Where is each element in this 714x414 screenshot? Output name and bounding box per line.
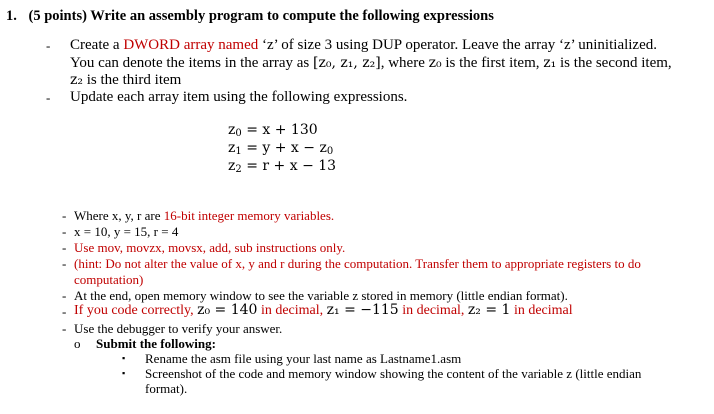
math: z₀ (428, 55, 442, 71)
text: Where x, y, r are (74, 208, 164, 223)
text-highlight: in decimal, (398, 303, 468, 318)
math: z₀ = 140 (197, 302, 258, 318)
square-bullet-marker: ▪ (122, 368, 126, 378)
eq-lhs: z (228, 158, 236, 174)
square-bullet-marker: ▪ (122, 353, 126, 363)
text: Create a (70, 37, 124, 53)
text: is the first item, (441, 55, 544, 71)
text-highlight: in decimal, (257, 303, 327, 318)
eq-rhs: = r + x − 13 (241, 158, 337, 174)
text: You can denote the items in the array as (70, 55, 313, 71)
submit-item-2-line-2: format). (145, 381, 188, 396)
question-title-text: (5 points) Write an assembly program to compute the following expressions (28, 8, 494, 24)
math: [z₀, z₁, z₂] (313, 55, 381, 71)
submit-item-1: Rename the asm file using your last name as Lastname1.asm (145, 351, 462, 366)
question-number: 1. (6, 8, 17, 24)
submit-heading: Submit the following: (96, 336, 216, 351)
eq-rhs: = y + x − z (241, 140, 327, 156)
eq-lhs: z (228, 122, 236, 138)
variables-line (74, 208, 334, 224)
text: ‘z’ of size 3 using DUP operator. Leave the array ‘z’ uninitialized. (258, 37, 657, 53)
bullet-marker: - (46, 90, 51, 105)
instruction-line-4: Update each array item using the following expressions. (70, 89, 408, 105)
memory-window-line: At the end, open memory window to see the variable z stored in memory (little endian format). (74, 288, 568, 303)
bullet-marker: - (62, 208, 67, 223)
equation-z0 (228, 122, 318, 139)
instructions-line: Use mov, movzx, movsx, add, sub instructions only. (74, 240, 346, 255)
eq-rhs: = x + 130 (241, 122, 318, 138)
text-highlight: DWORD array named (123, 37, 259, 53)
text-highlight: If you code correctly, (74, 303, 198, 318)
math: z₂ (70, 72, 83, 88)
hint-line-1: (hint: Do not alter the value of x, y and r during the computation. Transfer them to appropriate registers to do (74, 256, 641, 271)
text: is the third item (83, 72, 182, 88)
expected-values-line (74, 302, 573, 319)
text: is the second item, (556, 55, 672, 71)
sub-bullet-marker: o (74, 336, 81, 351)
text: , where (380, 55, 429, 71)
bullet-marker: - (62, 240, 67, 255)
eq-sub: 2 (235, 164, 242, 175)
submit-item-2-line-1: Screenshot of the code and memory window showing the content of the variable z (little endian (145, 366, 642, 381)
bullet-marker: - (46, 38, 51, 53)
eq-sub: 1 (235, 146, 242, 157)
hint-line-2: computation) (74, 272, 144, 287)
instruction-line-3 (70, 72, 181, 89)
values-line: x = 10, y = 15, r = 4 (74, 224, 179, 239)
question-title (6, 8, 494, 25)
math: z₁ = −115 (326, 302, 399, 318)
bullet-marker: - (62, 256, 67, 271)
text-highlight: 16-bit integer memory variables. (163, 208, 335, 223)
bullet-marker: - (62, 224, 67, 239)
text-highlight: in decimal (510, 303, 573, 318)
math: z₁ (543, 55, 557, 71)
math: z₂ = 1 (467, 302, 511, 318)
equation-z1 (228, 140, 333, 157)
bullet-marker: - (62, 288, 67, 303)
eq-lhs: z (228, 140, 236, 156)
debugger-line: Use the debugger to verify your answer. (74, 321, 283, 336)
eq-sub: 0 (326, 146, 334, 157)
eq-sub: 0 (235, 128, 242, 139)
bullet-marker: - (62, 321, 67, 336)
instruction-line-1 (70, 37, 657, 54)
instruction-line-2 (70, 55, 672, 72)
bullet-marker: - (62, 304, 67, 319)
equation-z2 (228, 158, 336, 175)
